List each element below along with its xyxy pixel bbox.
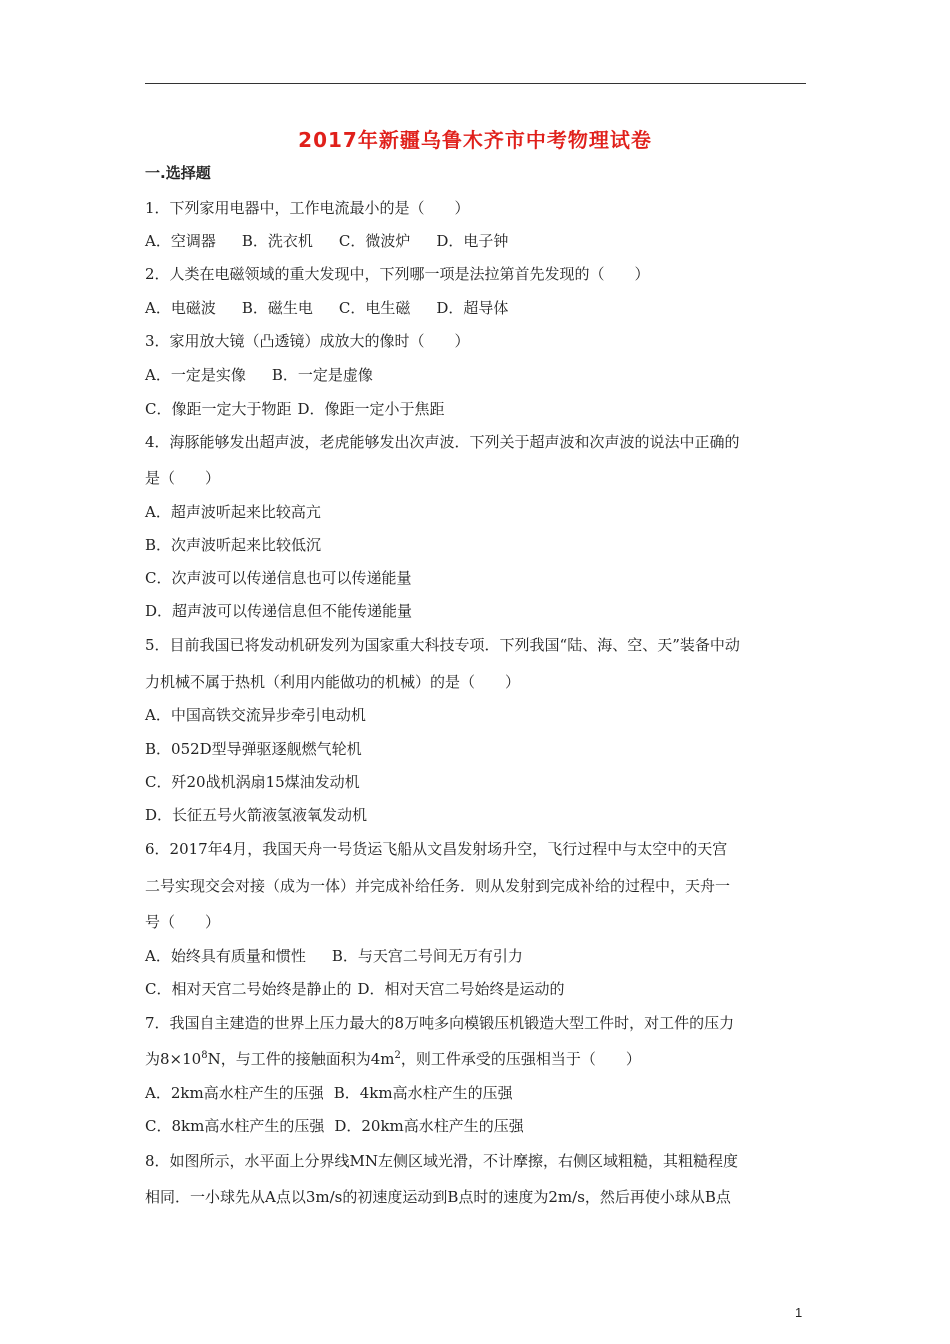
q5-option-d: D．长征五号火箭液氢液氧发动机 <box>145 806 368 824</box>
q7-stem-line1: 7．我国自主建造的世界上压力最大的8万吨多向模锻压机锻造大型工件时，对工件的压力 <box>145 1014 735 1032</box>
q4-option-d: D．超声波可以传递信息但不能传递能量 <box>145 602 413 620</box>
q7-stem2-part2: N，与工件的接触面积为4m <box>207 1050 395 1068</box>
q1-option-d: D．电子钟 <box>436 232 509 250</box>
q6-option-d: D．相对天宫二号始终是运动的 <box>357 980 565 998</box>
q2-option-d: D．超导体 <box>436 299 509 317</box>
q6-option-a: A．始终具有质量和惯性 <box>145 947 306 965</box>
q7-option-a: A．2km高水柱产生的压强 <box>145 1084 324 1102</box>
q7-stem2-part3: ，则工件承受的压强相当于（ ） <box>400 1050 641 1068</box>
q1-options <box>145 230 534 251</box>
q2-stem: 2．人类在电磁领域的重大发现中，下列哪一项是法拉第首先发现的（ ） <box>145 265 650 283</box>
q1-stem: 1．下列家用电器中，工作电流最小的是（ ） <box>145 199 470 217</box>
q5-option-a: A．中国高铁交流异步牵引电动机 <box>145 706 366 724</box>
q2-option-c: C．电生磁 <box>338 299 411 317</box>
q1-option-c: C．微波炉 <box>338 232 411 250</box>
q5-stem-line2: 力机械不属于热机（利用内能做功的机械）的是（ ） <box>145 673 521 691</box>
q3-option-d: D．像距一定小于焦距 <box>297 400 445 418</box>
q3-options-ab <box>145 364 399 385</box>
q4-option-c: C．次声波可以传递信息也可以传递能量 <box>145 569 412 587</box>
q8-stem-line2: 相同．一小球先从A点以3m/s的初速度运动到B点时的速度为2m/s，然后再使小球从B点 <box>145 1188 731 1206</box>
q4-option-b: B．次声波听起来比较低沉 <box>145 536 322 554</box>
q6-option-c: C．相对天宫二号始终是静止的 <box>145 980 352 998</box>
q7-stem2-part1: 为8×10 <box>145 1050 202 1068</box>
q7-option-b: B．4km高水柱产生的压强 <box>333 1084 513 1102</box>
q3-stem: 3．家用放大镜（凸透镜）成放大的像时（ ） <box>145 332 470 350</box>
page-number: 1 <box>795 1305 803 1320</box>
header-rule <box>145 83 806 84</box>
q1-option-a: A．空调器 <box>145 232 216 250</box>
q6-stem-line1: 6．2017年4月，我国天舟一号货运飞船从文昌发射场升空，飞行过程中与太空中的天宫 <box>145 840 728 858</box>
q7-exponent-2: 2 <box>394 1050 401 1061</box>
q6-stem-line3: 号（ ） <box>145 913 221 931</box>
q3-option-a: A．一定是实像 <box>145 366 246 384</box>
q3-option-c: C．像距一定大于物距 <box>145 400 292 418</box>
q4-stem-line2: 是（ ） <box>145 469 221 487</box>
q6-stem-line2: 二号实现交会对接（成为一体）并完成补给任务．则从发射到完成补给的过程中，天舟一 <box>145 877 731 895</box>
q7-options-ab <box>145 1082 539 1103</box>
q2-option-b: B．磁生电 <box>241 299 313 317</box>
q7-option-d: D．20km高水柱产生的压强 <box>334 1117 524 1135</box>
q5-option-c: C．歼20战机涡扇15煤油发动机 <box>145 773 360 791</box>
q6-option-b: B．与天宫二号间无万有引力 <box>331 947 523 965</box>
q6-options-cd <box>145 978 591 999</box>
q2-options <box>145 297 534 318</box>
q5-option-b: B．052D型导弹驱逐舰燃气轮机 <box>145 740 362 758</box>
q7-exponent-8: 8 <box>201 1050 208 1061</box>
q8-stem-line1: 8．如图所示，水平面上分界线MN左侧区域光滑，不计摩擦，右侧区域粗糙，其粗糙程度 <box>145 1152 739 1170</box>
q2-option-a: A．电磁波 <box>145 299 216 317</box>
q7-options-cd <box>145 1115 550 1136</box>
section-heading: 一.选择题 <box>145 164 211 182</box>
q4-option-a: A．超声波听起来比较高亢 <box>145 503 321 521</box>
q1-option-b: B．洗衣机 <box>241 232 313 250</box>
q4-stem-line1: 4．海豚能够发出超声波，老虎能够发出次声波．下列关于超声波和次声波的说法中正确的 <box>145 433 740 451</box>
q7-option-c: C．8km高水柱产生的压强 <box>145 1117 325 1135</box>
q6-options-ab <box>145 945 549 966</box>
q7-stem-line2 <box>145 1048 641 1069</box>
q3-option-b: B．一定是虚像 <box>271 366 373 384</box>
q5-stem-line1: 5．目前我国已将发动机研发列为国家重大科技专项．下列我国“陆、海、空、天”装备中动 <box>145 636 740 654</box>
page-title: 2017年新疆乌鲁木齐市中考物理试卷 <box>298 128 652 152</box>
q3-options-cd <box>145 398 471 419</box>
